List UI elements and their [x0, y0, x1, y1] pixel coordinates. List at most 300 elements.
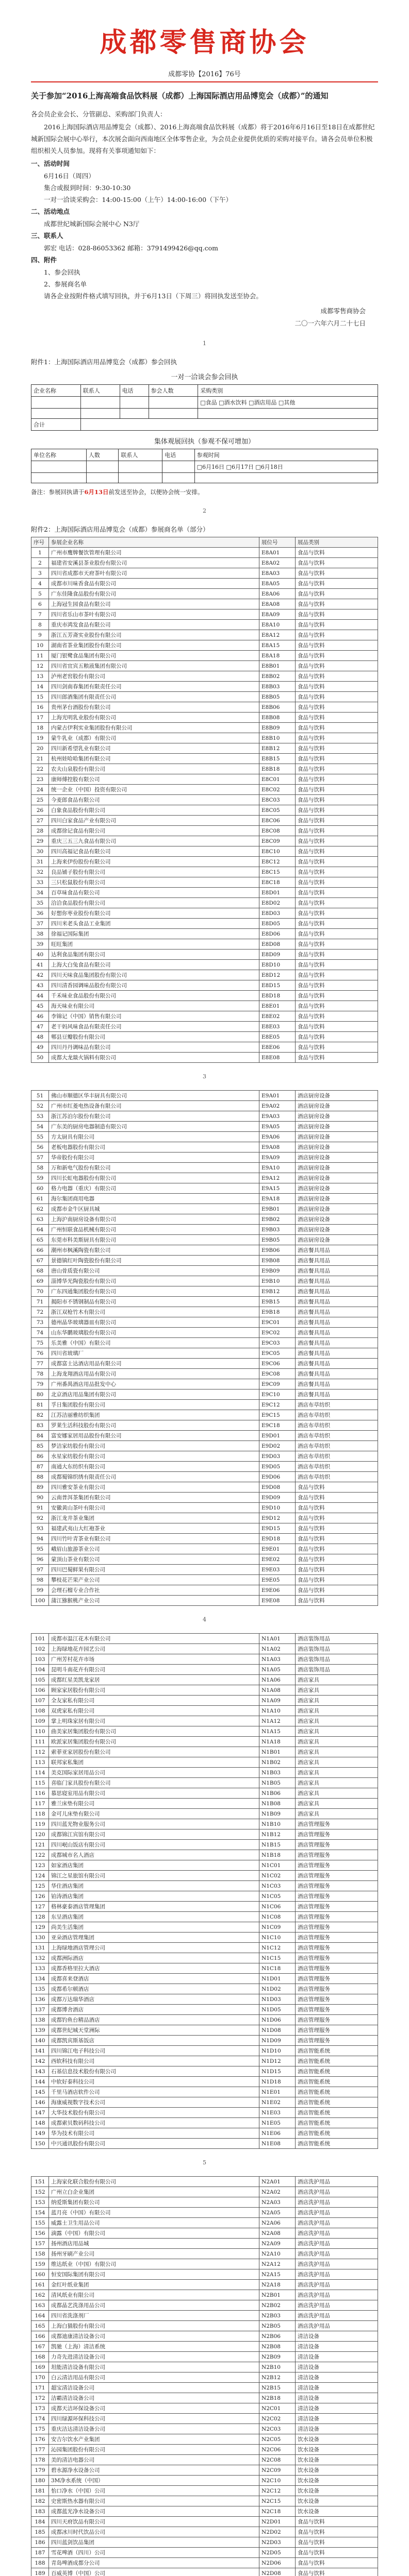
exhibitor-category: 食品与饮料 [296, 754, 378, 764]
exhibitor-row [31, 1850, 378, 1860]
exhibitor-number: 123 [31, 1860, 49, 1871]
exhibitor-name: 蓝月亮（中国）有限公司 [49, 2208, 259, 2218]
exhibitor-booth: N1A08 [259, 1685, 296, 1696]
exhibitor-number: 100 [31, 1596, 49, 1606]
exhibitor-category: 清洁设备 [296, 2393, 378, 2403]
exhibitor-category: 酒店管理服务 [296, 2036, 378, 2046]
exhibitor-category: 酒店智能系统 [296, 2139, 378, 2149]
exhibitor-booth: N1D08 [259, 2025, 296, 2036]
exhibitor-booth: N2A18 [259, 2280, 296, 2290]
exhibitor-number: 93 [31, 1523, 49, 1534]
exhibitor-booth: E9C05 [259, 1348, 296, 1359]
exhibitor-booth: N1D06 [259, 2015, 296, 2025]
exhibitor-booth: N1C01 [259, 1860, 296, 1871]
group-col: 人数 [86, 449, 119, 461]
exhibitor-name: 浙江龙井茶业集团 [49, 1513, 259, 1523]
exhibitor-category: 食品与饮料 [296, 836, 378, 846]
exhibitor-booth: E8A02 [259, 558, 296, 568]
exhibitor-category: 食品与饮料 [296, 1596, 378, 1606]
exhibitor-row [31, 1204, 378, 1214]
exhibitor-category: 酒店洗护用品 [296, 2259, 378, 2269]
exhibitor-name: 罗莱生活科技股份有限公司 [49, 1420, 259, 1431]
group-cell[interactable] [31, 472, 87, 483]
exhibitor-number: 169 [31, 2362, 49, 2372]
exhibitor-name: 千里马酒店软件公司 [49, 2087, 259, 2097]
exhibitor-name: 上海沪南厨房设备有限公司 [49, 1214, 259, 1225]
exhibitor-booth: N1A01 [259, 1634, 296, 1644]
exhibitor-number: 80 [31, 1389, 49, 1400]
exhibitor-row [31, 558, 378, 568]
group-cell[interactable] [194, 472, 378, 483]
exhibitor-row [31, 2290, 378, 2300]
section-line: 一对一洽谈采购会：14:00-15:00（上午）14:00-16:00（下午） [44, 196, 233, 204]
exhibitor-name: 老干妈风味食品有限责任公司 [49, 1022, 259, 1032]
exhibitor-name: 康师傅控股有限公司 [49, 774, 259, 785]
exhibitor-category: 食品与饮料 [296, 1565, 378, 1575]
exhibitor-name: 金红叶纸业集团 [49, 2280, 259, 2290]
exhibitor-number: 102 [31, 1644, 49, 1654]
exhibitor-name: 达利食品集团有限公司 [49, 950, 259, 960]
exhibitor-booth: E8D05 [259, 919, 296, 929]
exhibitor-row [31, 1891, 378, 1902]
exhibitor-row [31, 2249, 378, 2259]
exhibitor-booth: N1D12 [259, 2056, 296, 2066]
section-heading: 一、活动时间 [31, 160, 70, 167]
exhibitor-number: 172 [31, 2393, 49, 2403]
exhibitor-category: 酒店厨房设备 [296, 1204, 378, 1214]
exhibitor-number: 132 [31, 1953, 49, 1963]
exhibitor-row [31, 2342, 378, 2352]
exhibitor-category: 食品与饮料 [296, 846, 378, 857]
exhibitor-number: 84 [31, 1431, 49, 1441]
exhibitor-number: 95 [31, 1544, 49, 1554]
exhibitor-number: 7 [31, 609, 49, 620]
group-col: 单位名称 [31, 449, 87, 461]
receipt-col-phone: 电话 [120, 384, 149, 396]
exhibitor-booth: E8E06 [259, 1042, 296, 1053]
exhibitor-category: 食品与饮料 [296, 764, 378, 774]
exhibitor-booth: E9D05 [259, 1462, 296, 1472]
group-cell[interactable] [86, 472, 119, 483]
exhibitor-category: 酒店洗护用品 [296, 2218, 378, 2228]
exhibitor-category: 食品与饮料 [296, 1575, 378, 1585]
exhibitor-name: 大华技术股份有限公司 [49, 2108, 259, 2118]
exhibitor-number: 147 [31, 2108, 49, 2118]
group-cell[interactable] [119, 461, 162, 472]
exhibitor-category: 酒店厨房设备 [296, 1173, 378, 1183]
exhibitor-category: 酒店装饰用品 [296, 1644, 378, 1654]
exhibitor-category: 食品与饮料 [296, 651, 378, 661]
exhibitor-booth: E9B01 [259, 1204, 296, 1214]
exhibitor-name: 四川天味食品集团股份有限公司 [49, 970, 259, 980]
exhibitor-booth: E9B10 [259, 1276, 296, 1286]
group-header-row [31, 449, 378, 461]
exhibitor-number: 1 [31, 548, 49, 558]
exhibitor-number: 155 [31, 2218, 49, 2228]
exhibitor-row [31, 1338, 378, 1348]
exhibitor-name: 湖南省茶业集团股份有限公司 [49, 640, 259, 651]
exhibitor-category: 酒店管理服务 [296, 1871, 378, 1881]
receipt-cell[interactable] [31, 396, 81, 408]
exhibitor-row [31, 1173, 378, 1183]
exhibitor-row [31, 2311, 378, 2321]
exhibitor-name: 昆明斗南花卉有限公司 [49, 1665, 259, 1675]
exhibitor-number: 126 [31, 1891, 49, 1902]
exhibitor-row [31, 2280, 378, 2290]
exhibitor-category: 酒店管理服务 [296, 1984, 378, 1994]
exhibitor-booth: N2A02 [259, 2187, 296, 2197]
exhibitor-name: 喜临门家具股份有限公司 [49, 1778, 259, 1788]
exhibitor-number: 87 [31, 1462, 49, 1472]
exhibitor-name: 纳爱斯集团有限公司 [49, 2197, 259, 2208]
exhibitor-number: 17 [31, 713, 49, 723]
exhibitor-name: 会理石榴专业合作社 [49, 1585, 259, 1596]
exhibitor-row [31, 929, 378, 939]
exhibitor-booth: N1A05 [259, 1665, 296, 1675]
receipt-cell[interactable] [80, 418, 378, 430]
exhibitor-col-no: 序号 [31, 537, 49, 548]
exhibitor-booth: N2D08 [259, 2568, 296, 2576]
exhibitor-number: 64 [31, 1225, 49, 1235]
exhibitor-category: 酒店装饰用品 [296, 1665, 378, 1675]
exhibitor-number: 136 [31, 1994, 49, 2005]
exhibitor-number: 29 [31, 836, 49, 846]
receipt-cell[interactable] [149, 396, 198, 408]
exhibitor-row [31, 1307, 378, 1317]
exhibitor-name: 重庆三五三九食品有限公司 [49, 836, 259, 846]
exhibitor-category: 酒店布草纺织 [296, 1400, 378, 1410]
exhibitor-category: 酒店餐具用品 [296, 1379, 378, 1389]
exhibitor-category: 酒店管理服务 [296, 1994, 378, 2005]
exhibitor-number: 56 [31, 1142, 49, 1153]
exhibitor-category: 食品与饮料 [296, 682, 378, 692]
exhibitor-category: 食品与饮料 [296, 980, 378, 991]
exhibitor-booth: N1C10 [259, 1933, 296, 1943]
exhibitor-number: 43 [31, 980, 49, 991]
exhibitor-name: 山东华鹏玻璃股份有限公司 [49, 1328, 259, 1338]
exhibitor-row [31, 764, 378, 774]
note-suffix: 前发送至协会，以便协会统一安排。 [108, 488, 204, 496]
exhibitor-number: 149 [31, 2128, 49, 2139]
exhibitor-name: 成都市川味香食品有限公司 [49, 579, 259, 589]
exhibitor-name: 蒙顶山茶业有限公司 [49, 1554, 259, 1565]
exhibitor-booth: N2D03 [259, 2537, 296, 2548]
group-cell[interactable] [31, 461, 87, 472]
exhibitor-number: 128 [31, 1912, 49, 1922]
receipt-cell[interactable] [120, 408, 149, 418]
group-cell[interactable] [162, 461, 195, 472]
exhibitor-category: 酒店智能系统 [296, 2097, 378, 2108]
exhibitor-name: 铂涛酒店集团 [49, 1891, 259, 1902]
exhibitor-booth: N2B18 [259, 2393, 296, 2403]
exhibitor-booth: N2C18 [259, 2506, 296, 2517]
exhibitor-number: 127 [31, 1902, 49, 1912]
exhibitor-name: 云南普洱茶集团有限公司 [49, 1493, 259, 1503]
exhibitor-row [31, 692, 378, 702]
exhibitor-row [31, 826, 378, 836]
exhibitor-number: 20 [31, 743, 49, 754]
exhibitor-name: 四川清香园调味品股份有限公司 [49, 980, 259, 991]
exhibitor-booth: E8D08 [259, 939, 296, 950]
exhibitor-row [31, 774, 378, 785]
exhibitor-booth: N1D05 [259, 2005, 296, 2015]
exhibitor-row [31, 2087, 378, 2097]
exhibitor-name: 成都市金牛区厨具城 [49, 1204, 259, 1214]
exhibitor-booth: N1C03 [259, 1881, 296, 1891]
exhibitor-name: 四川米老头食品工业集团 [49, 919, 259, 929]
exhibitor-booth: E8D03 [259, 908, 296, 919]
exhibitor-category: 酒店洗护用品 [296, 2300, 378, 2311]
exhibitor-name: 广东佳隆食品股份有限公司 [49, 589, 259, 599]
group-col: 参观时间 [194, 449, 378, 461]
exhibitor-category: 酒店管理服务 [296, 1963, 378, 1974]
exhibitor-booth: N2A08 [259, 2228, 296, 2239]
exhibitor-booth: N1B02 [259, 1757, 296, 1768]
exhibitor-number: 10 [31, 640, 49, 651]
exhibitor-row [31, 1482, 378, 1493]
exhibitor-name: 海天味业有限公司 [49, 1001, 259, 1011]
exhibitor-row [31, 1053, 378, 1063]
exhibitor-booth: N2D05 [259, 2548, 296, 2558]
receipt-cell[interactable] [31, 408, 81, 418]
exhibitor-number: 91 [31, 1503, 49, 1513]
exhibitor-category: 酒店洗护用品 [296, 2280, 378, 2290]
exhibitor-number: 30 [31, 846, 49, 857]
exhibitor-number: 60 [31, 1183, 49, 1194]
exhibitor-booth: E8B02 [259, 671, 296, 682]
exhibitor-row [31, 2177, 378, 2187]
exhibitor-name: 成都市温江花木有限公司 [49, 1634, 259, 1644]
exhibitor-booth: N2C10 [259, 2476, 296, 2486]
exhibitor-category: 酒店餐具用品 [296, 1389, 378, 1400]
exhibitor-row [31, 1359, 378, 1369]
exhibitor-category: 食品与饮料 [296, 1011, 378, 1022]
exhibitor-category: 食品与饮料 [296, 640, 378, 651]
exhibitor-booth: N1D01 [259, 1974, 296, 1984]
exhibitor-category: 酒店餐具用品 [296, 1297, 378, 1307]
exhibitor-row [31, 1297, 378, 1307]
exhibitor-category: 酒店家具 [296, 1716, 378, 1726]
exhibitor-number: 157 [31, 2239, 49, 2249]
exhibitor-category: 食品与饮料 [296, 774, 378, 785]
group-cell[interactable] [162, 472, 195, 483]
exhibitor-name: 千禾味业食品股份有限公司 [49, 991, 259, 1001]
exhibitor-category: 饮水设备 [296, 2486, 378, 2496]
exhibitor-name: 淄博华光陶瓷股份有限公司 [49, 1276, 259, 1286]
exhibitor-booth: E8D10 [259, 960, 296, 970]
group-cell[interactable] [86, 461, 119, 472]
exhibitor-booth: E8B09 [259, 723, 296, 733]
exhibitor-booth: E8C10 [259, 846, 296, 857]
exhibitor-number: 116 [31, 1788, 49, 1799]
exhibitor-number: 71 [31, 1297, 49, 1307]
exhibitor-number: 23 [31, 774, 49, 785]
exhibitor-category: 酒店家具 [296, 1757, 378, 1768]
group-row [31, 461, 378, 472]
exhibitor-name: 金可儿床垫有限公司 [49, 1809, 259, 1819]
exhibitor-row [31, 898, 378, 908]
exhibitor-number: 85 [31, 1441, 49, 1451]
exhibitor-row [31, 579, 378, 589]
exhibitor-booth: N1E05 [259, 2118, 296, 2128]
receipt-row [31, 396, 378, 408]
exhibitor-booth: N2C06 [259, 2445, 296, 2455]
exhibitor-row [31, 1389, 378, 1400]
exhibitor-category: 食品与饮料 [296, 1585, 378, 1596]
exhibitor-number: 162 [31, 2290, 49, 2300]
exhibitor-number: 115 [31, 1778, 49, 1788]
exhibitor-booth: N2C05 [259, 2434, 296, 2445]
exhibitor-row [31, 1809, 378, 1819]
exhibitor-booth: E8A05 [259, 579, 296, 589]
exhibitor-row [31, 2517, 378, 2527]
exhibitor-booth: E8C06 [259, 816, 296, 826]
exhibitor-booth: E8B05 [259, 692, 296, 702]
exhibitor-table-body [31, 2177, 378, 2576]
receipt-cell[interactable] [80, 396, 120, 408]
exhibitor-booth: E9A12 [259, 1173, 296, 1183]
exhibitor-category: 酒店厨房设备 [296, 1091, 378, 1101]
exhibitor-name: 水星家纺股份有限公司 [49, 1451, 259, 1462]
exhibitor-row [31, 1860, 378, 1871]
exhibitor-number: 175 [31, 2424, 49, 2434]
group-cell[interactable] [119, 472, 162, 483]
receipt-total-label: 合计 [31, 418, 81, 430]
exhibitor-row [31, 2414, 378, 2424]
exhibitor-name: 亚朵酒店管理集团 [49, 1933, 259, 1943]
exhibitor-number: 34 [31, 888, 49, 898]
group-visit-table [31, 449, 378, 483]
exhibitor-number: 54 [31, 1122, 49, 1132]
exhibitor-category: 食品与饮料 [296, 620, 378, 630]
exhibitor-name: 广州立白企业集团 [49, 2187, 259, 2197]
exhibitor-row [31, 1523, 378, 1534]
exhibitor-booth: E8B01 [259, 661, 296, 671]
exhibitor-number: 179 [31, 2465, 49, 2476]
exhibitor-row [31, 1778, 378, 1788]
receipt-cell[interactable] [80, 408, 120, 418]
exhibitor-row [31, 1214, 378, 1225]
exhibitor-name: 良品铺子股份有限公司 [49, 867, 259, 877]
exhibitor-booth: E9D01 [259, 1431, 296, 1441]
receipt-cell[interactable] [149, 408, 198, 418]
exhibitor-row [31, 1819, 378, 1829]
exhibitor-number: 181 [31, 2486, 49, 2496]
exhibitor-booth: E9D08 [259, 1482, 296, 1493]
exhibitor-name: 四川省玻璃厂 [49, 1348, 259, 1359]
exhibitor-booth: E8B12 [259, 743, 296, 754]
exhibitor-number: 61 [31, 1194, 49, 1204]
receipt-category-options[interactable]: □食品 □酒水饮料 □酒店用品 □其他 [198, 396, 378, 408]
exhibitor-booth: N1B15 [259, 1840, 296, 1850]
attachment1-heading: 附件1：上海国际酒店用品博览会（成都）参会回执 [31, 358, 177, 366]
exhibitor-booth: N1C02 [259, 1871, 296, 1881]
exhibitor-row [31, 2259, 378, 2269]
exhibitor-name: 四川蓝光物业服务公司 [49, 1819, 259, 1829]
exhibitor-row [31, 568, 378, 579]
exhibitor-row [31, 1534, 378, 1544]
group-time-options[interactable]: □6月16日 □6月17日 □6月18日 [194, 461, 378, 472]
exhibitor-number: 161 [31, 2280, 49, 2290]
exhibitor-name: 万和新电气股份有限公司 [49, 1163, 259, 1173]
exhibitor-number: 118 [31, 1809, 49, 1819]
exhibitor-name: 广州番禺酒店用品批发中心 [49, 1379, 259, 1389]
exhibitor-name: 华为技术有限公司 [49, 2128, 259, 2139]
exhibitor-number: 70 [31, 1286, 49, 1297]
exhibitor-name: 上海龙翔酒店用品有限公司 [49, 1369, 259, 1379]
exhibitor-category: 酒店家具 [296, 1737, 378, 1747]
exhibitor-category: 食品与饮料 [296, 1493, 378, 1503]
exhibitor-row [31, 1493, 378, 1503]
exhibitor-row [31, 1737, 378, 1747]
exhibitor-name: 旺旺集团 [49, 939, 259, 950]
attachment2-heading: 附件2：上海国际酒店用品博览会（成都）参展商名单（部分） [31, 526, 209, 534]
exhibitor-name: 欧派家居集团股份有限公司 [49, 1737, 259, 1747]
exhibitor-category: 清洁设备 [296, 2403, 378, 2414]
exhibitor-booth: E9D10 [259, 1503, 296, 1513]
exhibitor-number: 184 [31, 2517, 49, 2527]
exhibitor-booth: E9B02 [259, 1214, 296, 1225]
exhibitor-number: 124 [31, 1871, 49, 1881]
exhibitor-name: 海尔集团商用电器 [49, 1194, 259, 1204]
exhibitor-row [31, 2352, 378, 2362]
exhibitor-name: 成都富士达酒店用品有限公司 [49, 1359, 259, 1369]
exhibitor-number: 183 [31, 2506, 49, 2517]
exhibitor-category: 酒店餐具用品 [296, 1348, 378, 1359]
exhibitor-booth: N1D18 [259, 2077, 296, 2087]
exhibitor-booth: N2B09 [259, 2352, 296, 2362]
exhibitor-number: 167 [31, 2342, 49, 2352]
exhibitor-row [31, 2197, 378, 2208]
exhibitor-category: 酒店厨房设备 [296, 1163, 378, 1173]
exhibitor-name: 乐美雅（中国）有限公司 [49, 1338, 259, 1348]
exhibitor-name: 浙江苏泊尔股份有限公司 [49, 1111, 259, 1122]
exhibitor-booth: N1B03 [259, 1768, 296, 1778]
exhibitor-category: 食品与饮料 [296, 1053, 378, 1063]
exhibitor-number: 98 [31, 1575, 49, 1585]
exhibitor-name: 成都蜀锦织绣有限责任公司 [49, 1472, 259, 1482]
exhibitor-category: 食品与饮料 [296, 826, 378, 836]
exhibitor-row [31, 2476, 378, 2486]
receipt-cell[interactable] [198, 408, 378, 418]
exhibitor-col-booth: 展位号 [259, 537, 296, 548]
receipt-cell[interactable] [120, 396, 149, 408]
exhibitor-row [31, 2300, 378, 2311]
exhibitor-category: 酒店布草纺织 [296, 1441, 378, 1451]
exhibitor-number: 28 [31, 826, 49, 836]
exhibitor-name: 四川丹丹调味品有限公司 [49, 1042, 259, 1053]
exhibitor-booth: E9A18 [259, 1194, 296, 1204]
exhibitor-name: 三只松鼠股份有限公司 [49, 877, 259, 888]
exhibitor-row [31, 1451, 378, 1462]
exhibitor-name: 贵州茅台酒股份有限公司 [49, 702, 259, 713]
exhibitor-number: 90 [31, 1493, 49, 1503]
exhibitor-number: 46 [31, 1011, 49, 1022]
exhibitor-number: 73 [31, 1317, 49, 1328]
exhibitor-booth: E8C09 [259, 836, 296, 846]
exhibitor-number: 66 [31, 1245, 49, 1256]
exhibitor-number: 109 [31, 1716, 49, 1726]
exhibitor-booth: N1B12 [259, 1829, 296, 1840]
exhibitor-category: 饮水设备 [296, 2455, 378, 2465]
exhibitor-row [31, 1328, 378, 1338]
exhibitor-name: 安吉尔饮水产业集团 [49, 2434, 259, 2445]
exhibitor-row [31, 1266, 378, 1276]
exhibitor-number: 33 [31, 877, 49, 888]
exhibitor-category: 食品与饮料 [296, 702, 378, 713]
exhibitor-row [31, 723, 378, 733]
exhibitor-row [31, 2108, 378, 2118]
